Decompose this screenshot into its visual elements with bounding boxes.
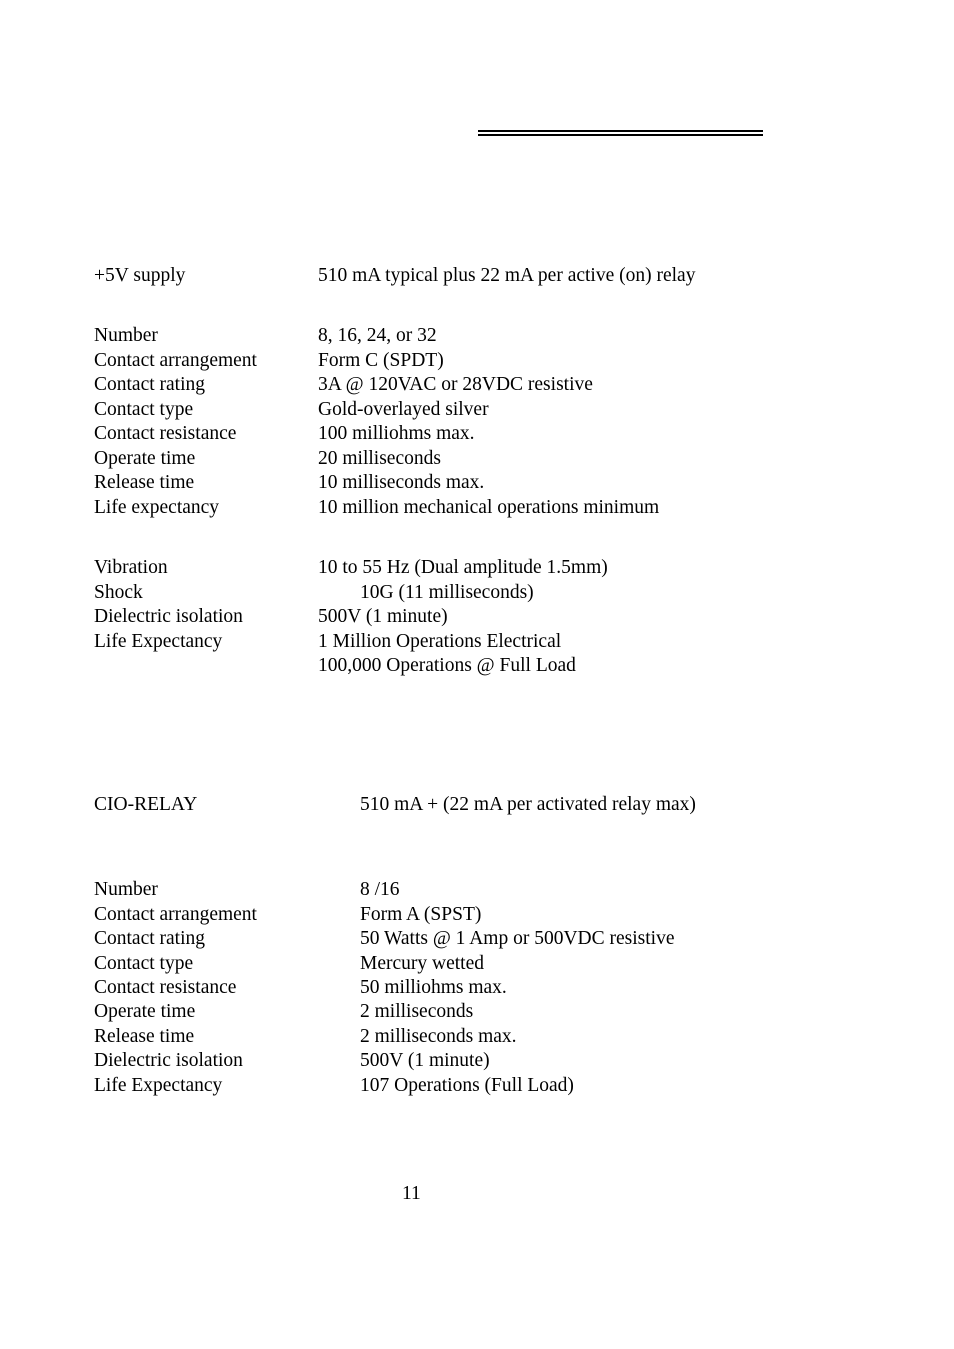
relay-spec-value: 8, 16, 24, or 32: [318, 325, 437, 346]
relay2-spec-value: 2 milliseconds: [360, 1001, 474, 1022]
relay-spec-label: Number: [94, 325, 158, 346]
relay-spec-label: Contact rating: [94, 374, 206, 395]
relay2-spec-label: Number: [94, 879, 158, 900]
relay-spec-value: 10 million mechanical operations minimum: [318, 497, 660, 518]
relay-spec-label: Operate time: [94, 448, 196, 469]
relay-spec-label: Release time: [94, 472, 195, 493]
relay2-spec-value: 50 milliohms max.: [360, 977, 507, 998]
relay-spec-value: Form C (SPDT): [318, 350, 444, 371]
relay-spec-value: 20 milliseconds: [318, 448, 441, 469]
relay2-spec-label: Dielectric isolation: [94, 1050, 243, 1071]
power2-value: 510 mA + (22 mA per activated relay max): [360, 794, 696, 815]
relay-spec-label: Contact arrangement: [94, 350, 257, 371]
relay2-spec-value: 8 /16: [360, 879, 400, 900]
power-label: +5V supply: [94, 265, 186, 286]
relay2-spec-label: Contact type: [94, 953, 194, 974]
relay-spec-label: Contact resistance: [94, 423, 237, 444]
relay2-spec-label: Release time: [94, 1026, 195, 1047]
page-number: 11: [402, 1183, 421, 1204]
relay2-spec-label: Life Expectancy: [94, 1075, 223, 1096]
relay-spec-label: Contact type: [94, 399, 194, 420]
relay-spec-value: 100 milliohms max.: [318, 423, 475, 444]
relay2-spec-label: Contact rating: [94, 928, 206, 949]
relay2-spec-label: Operate time: [94, 1001, 196, 1022]
environment-spec-value: 1 Million Operations Electrical: [318, 631, 562, 652]
relay-spec-value: 10 milliseconds max.: [318, 472, 485, 493]
relay2-spec-label: Contact arrangement: [94, 904, 257, 925]
environment-spec-label: Life Expectancy: [94, 631, 223, 652]
relay2-spec-label: Contact resistance: [94, 977, 237, 998]
relay2-spec-value: 107 Operations (Full Load): [360, 1075, 574, 1096]
title-underline-top: [478, 130, 763, 132]
relay2-spec-value: 2 milliseconds max.: [360, 1026, 517, 1047]
relay2-spec-value: Form A (SPST): [360, 904, 482, 925]
environment-spec-label: Dielectric isolation: [94, 606, 243, 627]
power2-label: CIO-RELAY: [94, 794, 198, 815]
environment-spec-value: 10G (11 milliseconds): [360, 582, 534, 603]
relay2-spec-value: 50 Watts @ 1 Amp or 500VDC resistive: [360, 928, 675, 949]
relay-spec-label: Life expectancy: [94, 497, 220, 518]
power-value: 510 mA typical plus 22 mA per active (on) relay: [318, 265, 696, 286]
relay2-spec-value: Mercury wetted: [360, 953, 484, 974]
environment-spec-value: 500V (1 minute): [318, 606, 448, 627]
title-underline-bottom: [478, 134, 763, 136]
environment-spec-label: Shock: [94, 582, 143, 603]
relay2-spec-value: 500V (1 minute): [360, 1050, 490, 1071]
relay-spec-value: Gold-overlayed silver: [318, 399, 489, 420]
environment-spec-label: Vibration: [94, 557, 168, 578]
environment-spec-value: 100,000 Operations @ Full Load: [318, 655, 576, 676]
environment-spec-value: 10 to 55 Hz (Dual amplitude 1.5mm): [318, 557, 608, 578]
relay-spec-value: 3A @ 120VAC or 28VDC resistive: [318, 374, 593, 395]
